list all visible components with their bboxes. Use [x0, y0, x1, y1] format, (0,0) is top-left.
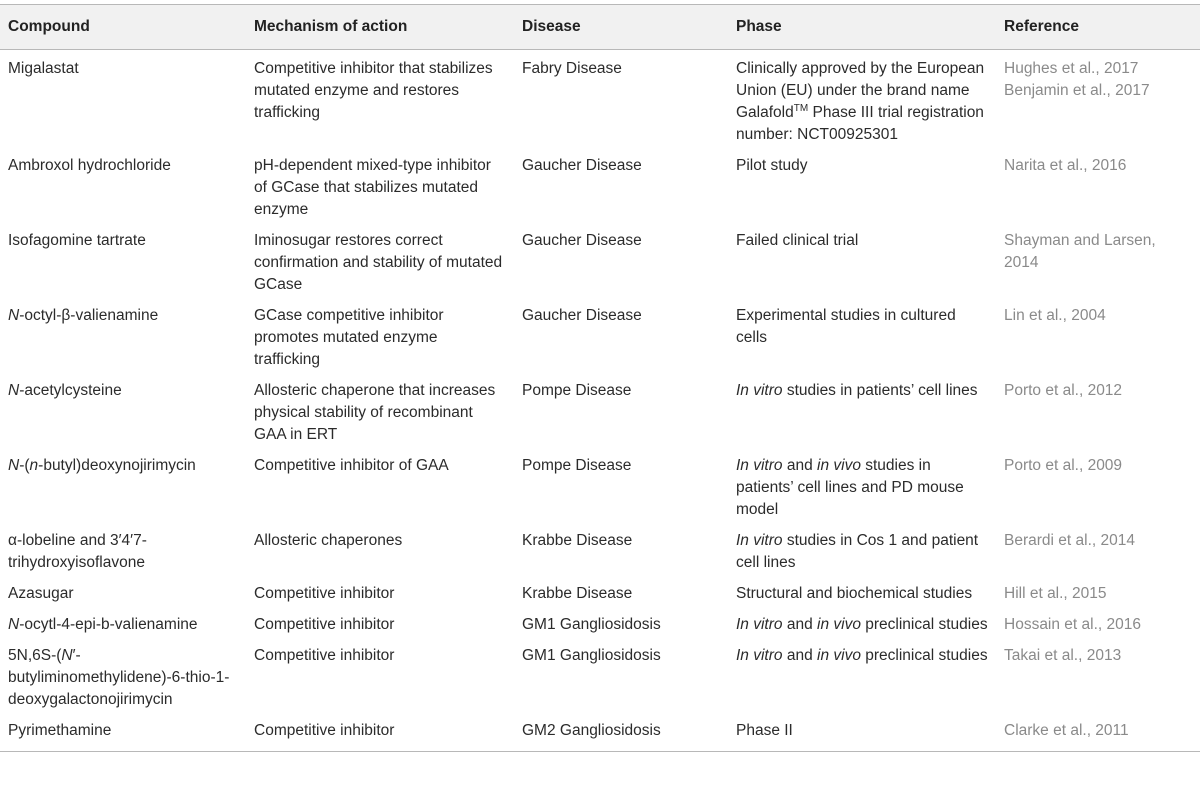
- table-row: [0, 579, 1200, 610]
- italic-text: N: [8, 457, 20, 474]
- phase-cell: [728, 641, 996, 716]
- reference-cell: Narita et al., 2016: [1004, 157, 1127, 174]
- disease-cell: Krabbe Disease: [522, 532, 633, 549]
- italic-text: In vitro: [736, 457, 783, 474]
- table-row: [0, 50, 1200, 152]
- disease-cell: Gaucher Disease: [522, 157, 642, 174]
- header-row: [0, 5, 1200, 50]
- mechanism-cell: GCase competitive inhibitor promotes mutated enzyme trafficking: [254, 307, 444, 368]
- compound-cell: [0, 451, 246, 526]
- compound-cell: Pyrimethamine: [0, 716, 246, 752]
- italic-text: n: [29, 457, 39, 474]
- compound-text: -(: [19, 457, 30, 474]
- phase-text: preclinical studies: [860, 616, 988, 633]
- reference-cell: Berardi et al., 2014: [1004, 532, 1135, 549]
- phase-cell: [728, 376, 996, 451]
- compound-text: 5N,6S-(: [8, 647, 62, 664]
- phase-text: studies in patients’ cell lines and PD mouse model: [736, 457, 964, 518]
- compound-cell: α-lobeline and 3′4′7-trihydroxyisoflavone: [8, 532, 147, 571]
- compound-text: -acetylcysteine: [19, 382, 122, 399]
- compound-cell: [0, 376, 246, 451]
- phase-text: preclinical studies: [860, 647, 988, 664]
- italic-text: N: [8, 616, 20, 633]
- italic-text: N: [61, 647, 73, 664]
- italic-text: In vitro: [736, 382, 783, 399]
- disease-cell: Gaucher Disease: [522, 307, 642, 324]
- phase-cell: Phase II: [728, 716, 996, 752]
- phase-text: and: [782, 616, 817, 633]
- phase-text: and: [782, 647, 817, 664]
- italic-text: In vitro: [736, 532, 783, 549]
- phase-cell: [728, 451, 996, 526]
- disease-cell: GM1 Gangliosidosis: [522, 616, 661, 633]
- compound-text: ′-butyliminomethylidene)-6-thio-1-deoxygalactonojirimycin: [8, 647, 230, 708]
- italic-text: In vitro: [736, 647, 783, 664]
- italic-text: N: [8, 307, 20, 324]
- reference-cell: Lin et al., 2004: [1004, 307, 1106, 324]
- header-compound: Compound: [0, 5, 246, 50]
- chaperone-table: [0, 4, 1200, 752]
- header-mechanism: Mechanism of action: [246, 5, 514, 50]
- mechanism-cell: Iminosugar restores correct confirmation and stability of mutated GCase: [254, 232, 503, 293]
- compound-text: -ocytl-4-epi-b-valienamine: [19, 616, 198, 633]
- italic-text: in vivo: [817, 616, 861, 633]
- reference-cell: [996, 50, 1200, 152]
- phase-text: studies in Cos 1 and patient cell lines: [736, 532, 979, 571]
- mechanism-cell: Competitive inhibitor: [246, 716, 514, 752]
- mechanism-cell: Competitive inhibitor: [254, 616, 395, 633]
- table-row: [0, 716, 1200, 752]
- mechanism-cell: Competitive inhibitor: [254, 585, 395, 602]
- mechanism-cell: Allosteric chaperones: [254, 532, 403, 549]
- compound-cell: [0, 641, 246, 716]
- phase-cell: [728, 526, 996, 579]
- header-disease: Disease: [514, 5, 728, 50]
- table-row: [0, 301, 1200, 376]
- phase-cell: Pilot study: [736, 157, 808, 174]
- mechanism-cell: Competitive inhibitor: [254, 647, 395, 664]
- compound-cell: Ambroxol hydrochloride: [8, 157, 171, 174]
- mechanism-cell: Allosteric chaperone that increases physical stability of recombinant GAA in ERT: [254, 382, 496, 443]
- mechanism-cell: Competitive inhibitor of GAA: [254, 457, 449, 474]
- mechanism-cell: pH-dependent mixed-type inhibitor of GCase that stabilizes mutated enzyme: [254, 157, 491, 218]
- phase-cell: Experimental studies in cultured cells: [736, 307, 956, 346]
- table-row: [0, 526, 1200, 579]
- header-reference: Reference: [996, 5, 1200, 50]
- compound-cell: Isofagomine tartrate: [8, 232, 146, 249]
- phase-text: Phase III trial registration number: NCT00925301: [736, 104, 984, 143]
- table-row: [0, 451, 1200, 526]
- compound-cell: Migalastat: [8, 60, 79, 77]
- reference-text: Hughes et al., 2017: [1004, 60, 1139, 77]
- reference-cell: Hill et al., 2015: [1004, 585, 1107, 602]
- table-row: [0, 610, 1200, 641]
- table-row: [0, 151, 1200, 226]
- disease-cell: GM1 Gangliosidosis: [522, 647, 661, 664]
- italic-text: in vivo: [817, 457, 861, 474]
- disease-cell: Krabbe Disease: [522, 585, 633, 602]
- table-header: [0, 5, 1200, 50]
- reference-cell: Hossain et al., 2016: [1004, 616, 1142, 633]
- compound-cell: [0, 610, 246, 641]
- phase-cell: Structural and biochemical studies: [736, 585, 973, 602]
- disease-cell: Pompe Disease: [522, 457, 632, 474]
- table-row: [0, 641, 1200, 716]
- phase-cell: Failed clinical trial: [736, 232, 859, 249]
- reference-text: Benjamin et al., 2017: [1004, 82, 1150, 99]
- compound-cell: [0, 301, 246, 376]
- phase-text: studies in patients’ cell lines: [782, 382, 978, 399]
- compound-cell: Azasugar: [8, 585, 74, 602]
- italic-text: N: [8, 382, 20, 399]
- trademark-sup: TM: [793, 102, 809, 114]
- table-row: [0, 376, 1200, 451]
- reference-cell: Clarke et al., 2011: [996, 716, 1200, 752]
- phase-text: and: [782, 457, 817, 474]
- reference-cell: Porto et al., 2009: [1004, 457, 1123, 474]
- disease-cell: Fabry Disease: [522, 60, 622, 77]
- disease-cell: Pompe Disease: [522, 382, 632, 399]
- header-phase: Phase: [728, 5, 996, 50]
- disease-cell: Gaucher Disease: [522, 232, 642, 249]
- compound-text: -octyl-β-valienamine: [19, 307, 159, 324]
- phase-cell: [728, 50, 996, 152]
- reference-cell: Porto et al., 2012: [1004, 382, 1123, 399]
- reference-cell: Takai et al., 2013: [1004, 647, 1122, 664]
- italic-text: In vitro: [736, 616, 783, 633]
- reference-cell: Shayman and Larsen, 2014: [1004, 232, 1156, 271]
- compound-text: -butyl)deoxynojirimycin: [38, 457, 196, 474]
- mechanism-cell: Competitive inhibitor that stabilizes mutated enzyme and restores trafficking: [254, 60, 493, 121]
- disease-cell: GM2 Gangliosidosis: [514, 716, 728, 752]
- table-row: [0, 226, 1200, 301]
- italic-text: in vivo: [817, 647, 861, 664]
- phase-text: Clinically approved by the European Union (EU) under the brand name Galafold: [736, 60, 985, 121]
- phase-cell: [728, 610, 996, 641]
- table-body: [0, 50, 1200, 752]
